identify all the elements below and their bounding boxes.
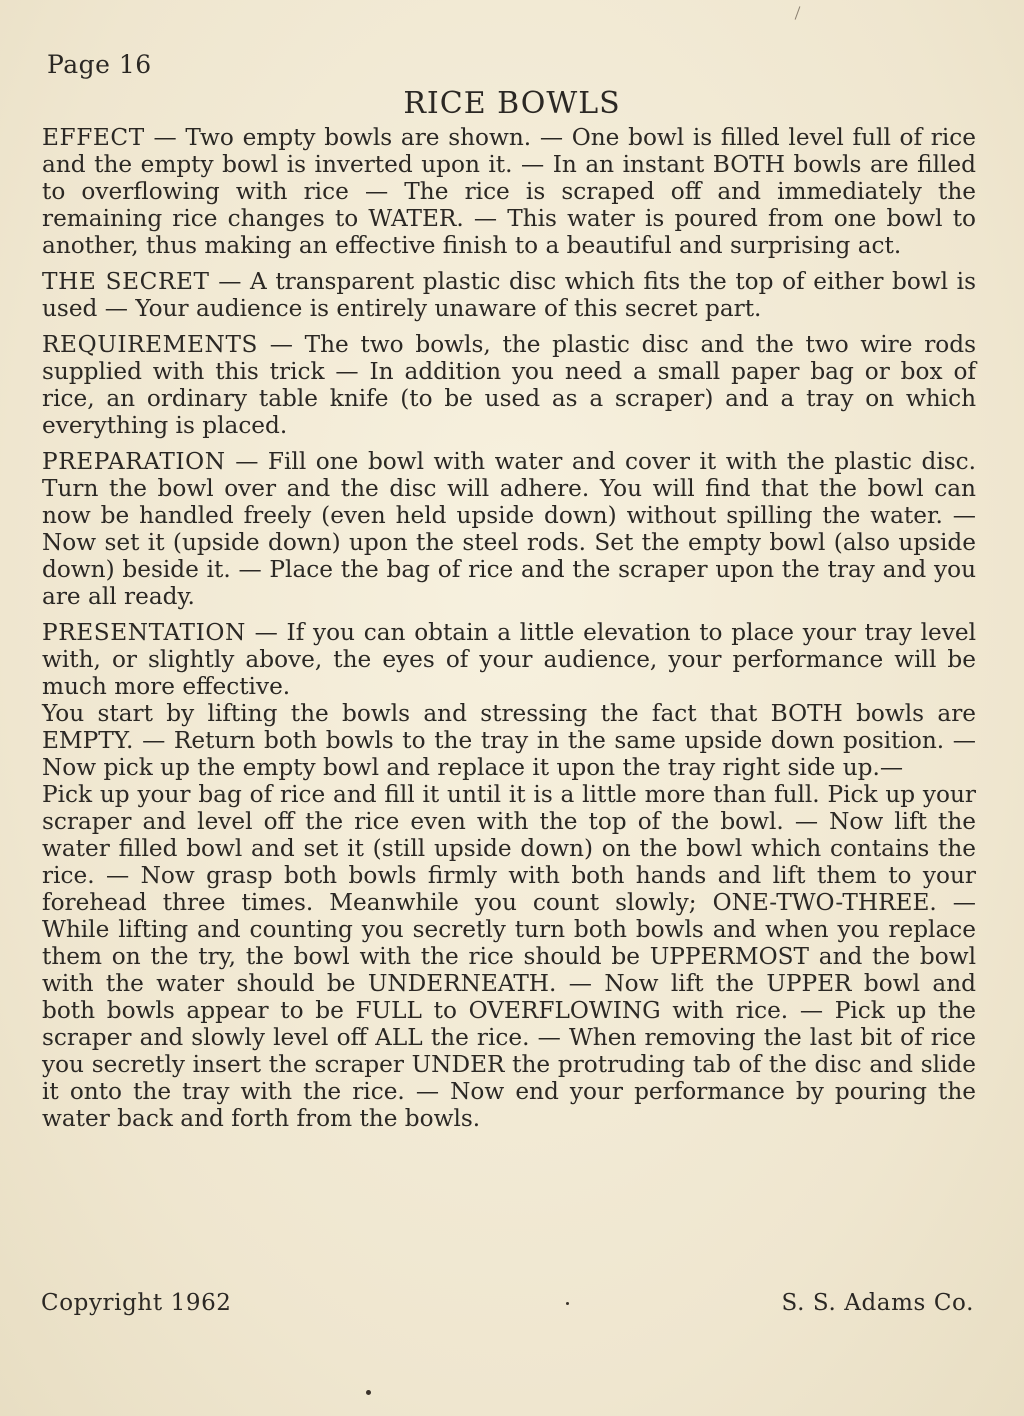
section-text: — The two bowls, the plastic disc and the two wire rods supplied with this trick — In addition you need a small paper bag or box of rice, an ordinary table knife (to be used as a scraper) and a tray on which everything is placed. (42, 331, 976, 439)
section-effect (42, 124, 976, 259)
section-heading: THE SECRET (42, 268, 210, 295)
title-text: RICE BOWLS (403, 86, 621, 121)
print-speck (566, 1302, 569, 1305)
presentation-paragraph: Pick up your bag of rice and fill it until it is a little more than full. Pick up your scraper and level off the rice even with the top of the bowl. — Now lift the water filled bowl and set it (still upside down) on the bowl which contains the rice. — Now grasp both bowls firmly with both hands and lift them to your forehead three times. Meanwhile you count slowly; ONE-TWO-THREE. — While lifting and counting you secretly turn both bowls and when you replace them on the try, the bowl with the rice should be UPPERMOST and the bowl with the water should be UNDERNEATH. — Now lift the UPPER bowl and both bowls appear to be FULL to OVERFLOWING with rice. — Pick up the scraper and slowly level off ALL the rice. — When removing the last bit of rice you secretly insert the scraper UNDER the protruding tab of the disc and slide it onto the tray with the rice. — Now end your performance by pouring the water back and forth from the bowls. (42, 781, 976, 1132)
presentation-paragraph: You start by lifting the bowls and stressing the fact that BOTH bowls are EMPTY. — Return both bowls to the tray in the same upside down position. — Now pick up the empty bowl and replace it upon the tray right side up.— (42, 700, 976, 781)
section-heading: REQUIREMENTS (42, 331, 258, 358)
page-number: Page 16 (47, 50, 152, 79)
section-text: — If you can obtain a little elevation to place your tray level with, or slightly above, the eyes of your audience, your performance will be much more effective. (42, 619, 976, 700)
page-title (0, 86, 1024, 121)
publisher-name: S. S. Adams Co. (781, 1290, 974, 1316)
section-heading: PREPARATION (42, 448, 226, 475)
print-speck (366, 1390, 371, 1395)
section-heading: PRESENTATION (42, 619, 246, 646)
section-presentation (42, 619, 976, 700)
section-secret (42, 268, 976, 322)
instructions-body (42, 124, 976, 1132)
paper-scratch (795, 6, 801, 19)
section-text: — Two empty bowls are shown. — One bowl is filled level full of rice and the empty bowl is inverted upon it. — In an instant BOTH bowls are filled to overflowing with rice — The rice is scraped off and immediately the remaining rice changes to WATER. — This water is poured from one bowl to another, thus making an effective finish to a beautiful and surprising act. (42, 124, 976, 259)
section-text: — Fill one bowl with water and cover it with the plastic disc. Turn the bowl over and the disc will adhere. You will find that the bowl can now be handled freely (even held upside down) without spilling the water. — Now set it (upside down) upon the steel rods. Set the empty bowl (also upside down) beside it. — Place the bag of rice and the scraper upon the tray and you are all ready. (42, 448, 976, 610)
copyright-notice: Copyright 1962 (41, 1290, 232, 1316)
section-text: — A transparent plastic disc which fits the top of either bowl is used — Your audience is entirely unaware of this secret part. (42, 268, 977, 322)
section-requirements (42, 331, 976, 439)
section-preparation (42, 448, 976, 610)
section-heading: EFFECT (42, 124, 145, 151)
